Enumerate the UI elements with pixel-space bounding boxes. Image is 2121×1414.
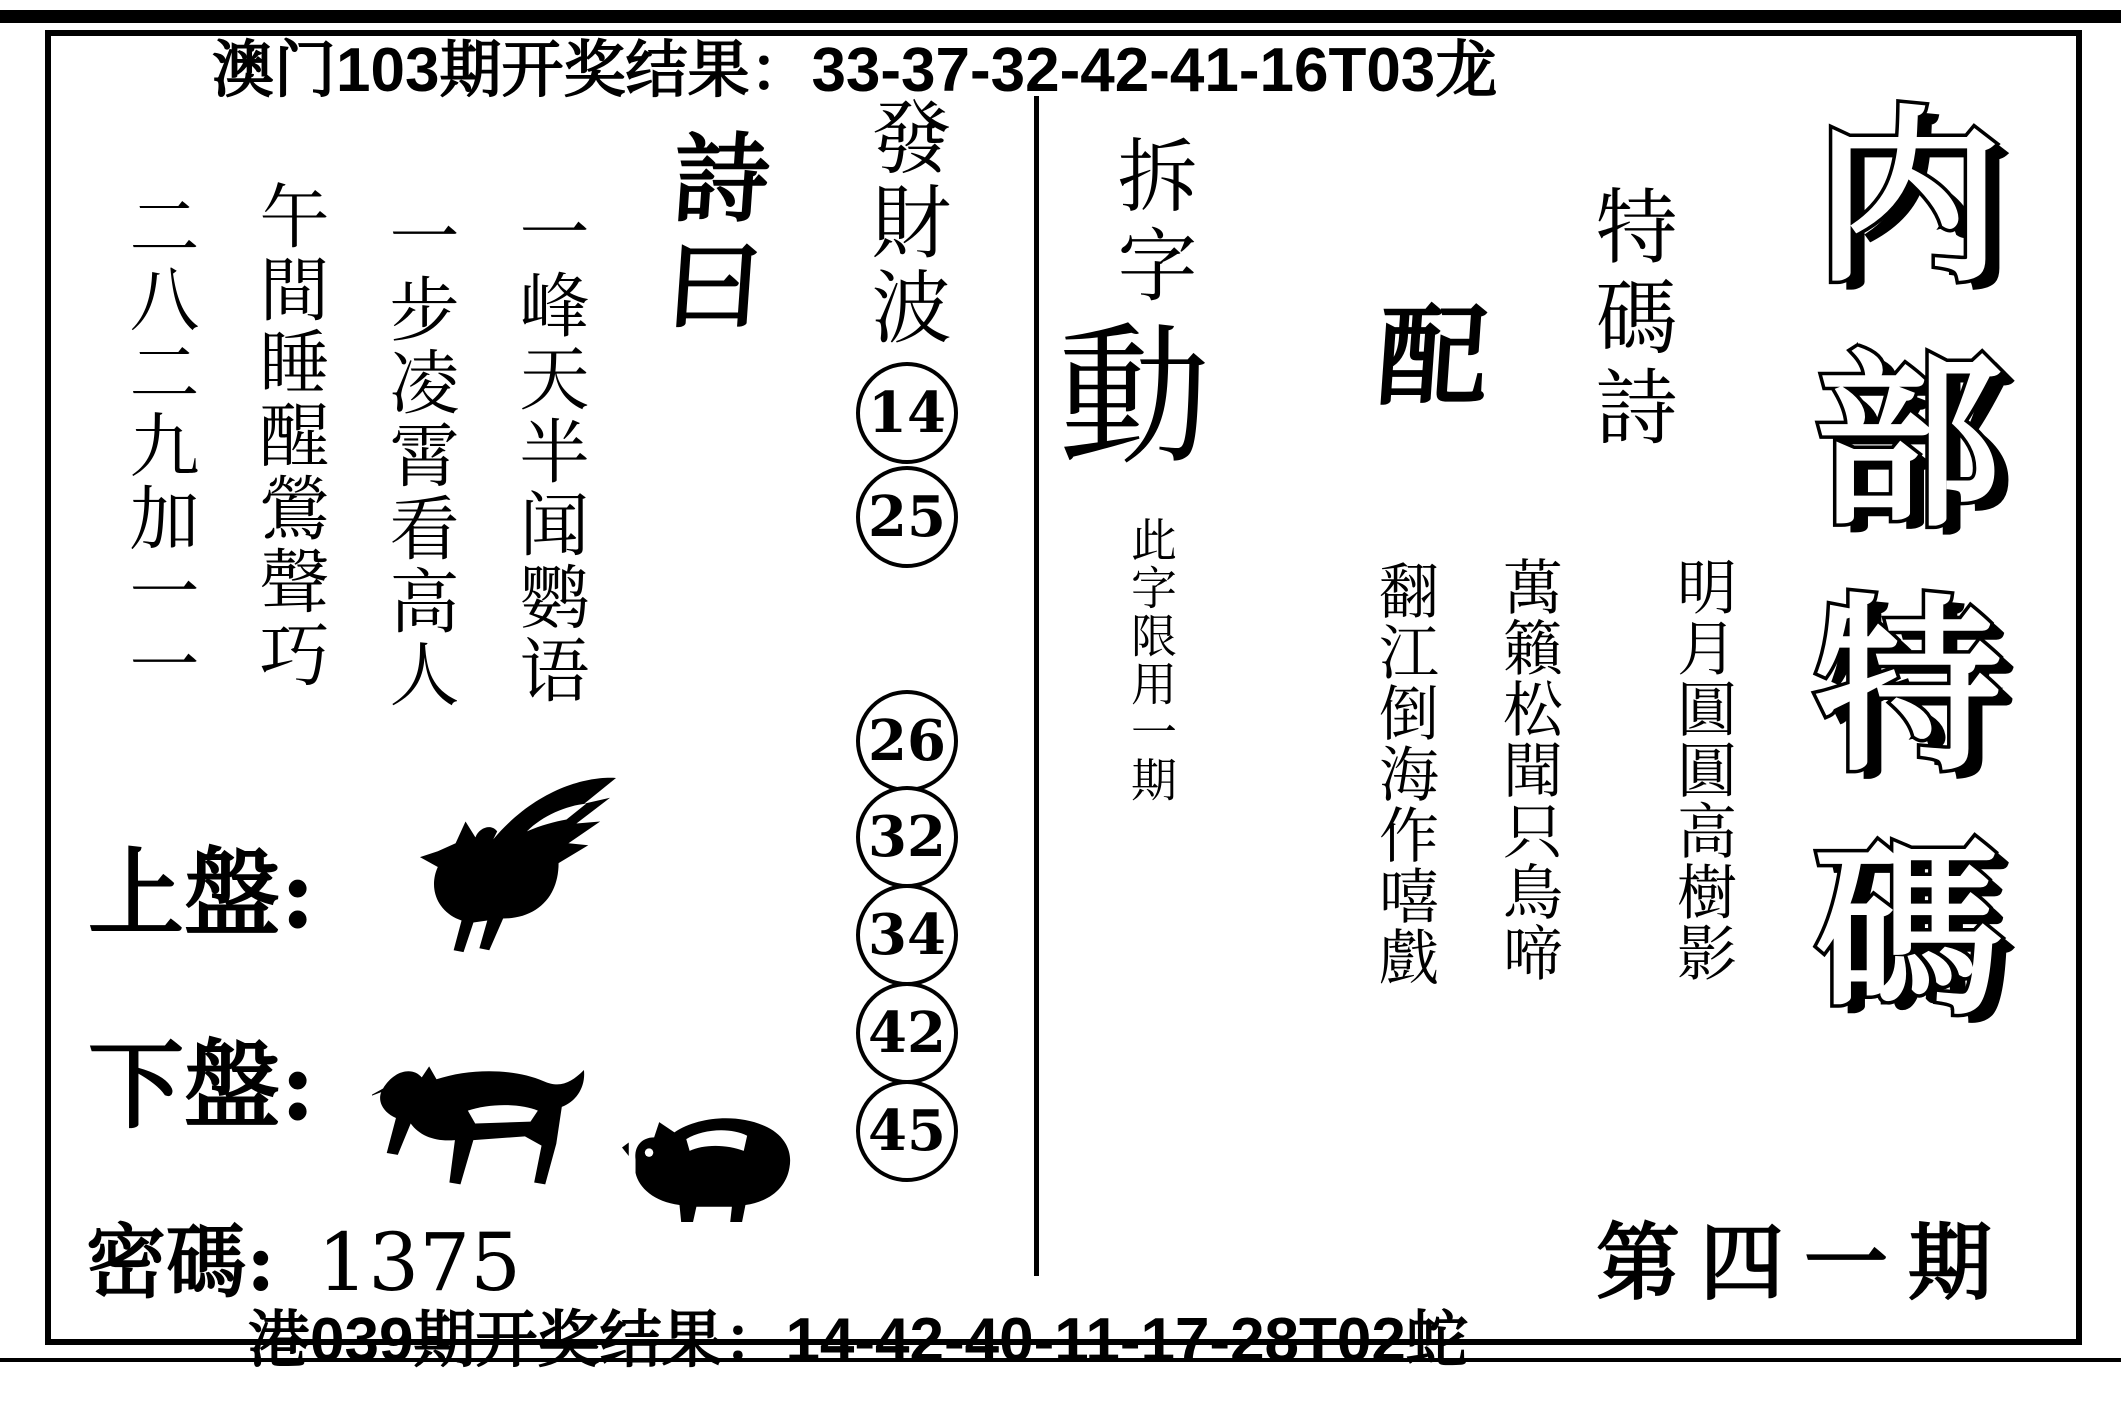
pig-icon	[622, 1078, 808, 1234]
fortune-number-circle	[856, 1080, 958, 1182]
main-title: 内部特碼	[1782, 98, 2003, 1076]
poem-header: 詩曰	[646, 128, 775, 344]
fortune-number-circle	[856, 690, 958, 792]
fortune-number-circle	[856, 884, 958, 986]
fortune-number-circle	[856, 786, 958, 888]
password-value: 1375	[317, 1216, 521, 1309]
fortune-number: 45	[868, 1098, 946, 1164]
lower-plate-label: 下盤:	[88, 1029, 316, 1142]
fortune-wave-title: 發財波	[858, 96, 951, 351]
fortune-number: 42	[868, 1000, 946, 1066]
horse-image	[372, 1032, 630, 1215]
split-char-header: 拆字	[1104, 134, 1197, 314]
issue-label: 第四一期	[1596, 1213, 2013, 1312]
fortune-number: 14	[868, 380, 946, 446]
fortune-number: 34	[868, 902, 946, 968]
horse-icon	[372, 1032, 630, 1215]
split-char-note: 此字限用一期	[1124, 516, 1178, 804]
special-poem-line-3: 翻江倒海作嘻戲	[1369, 560, 1439, 987]
match-label: 配	[1373, 292, 1493, 421]
poem-line-2: 一步凌霄看高人	[378, 200, 460, 711]
fortune-number-circle	[856, 466, 958, 568]
fortune-number: 32	[868, 804, 946, 870]
special-poem-title: 特碼詩	[1582, 184, 1677, 455]
poem-line-4: 二八二九加一一	[118, 190, 200, 701]
special-poem-line-2: 萬籟松聞只鳥啼	[1493, 556, 1563, 983]
special-poem-line-1: 明月圓圓高樹影	[1667, 556, 1737, 983]
fortune-number-circle	[856, 362, 958, 464]
upper-plate-label: 上盤:	[88, 837, 316, 950]
rooster-image	[388, 772, 646, 970]
rooster-icon	[388, 772, 646, 970]
password-row	[86, 1198, 521, 1313]
outer-frame	[45, 30, 2082, 1345]
pig-image	[622, 1078, 808, 1234]
fortune-number-circle	[856, 982, 958, 1084]
poem-line-3: 午間睡醒鶯聲巧	[248, 180, 330, 691]
macau-result-line: 澳门103期开奖结果：33-37-32-42-41-16T03龙	[212, 36, 1498, 105]
fortune-number: 25	[868, 484, 946, 550]
split-char-big: 動	[1058, 309, 1210, 486]
fortune-number: 26	[868, 708, 946, 774]
poem-line-1: 一峰天半闻鹦语	[508, 196, 590, 707]
hk-result-line: 港039期开奖结果：14-42-40-11-17-28T02蛇	[248, 1306, 1468, 1375]
vertical-divider	[1034, 96, 1039, 1276]
password-label: 密碼:	[86, 1215, 276, 1309]
